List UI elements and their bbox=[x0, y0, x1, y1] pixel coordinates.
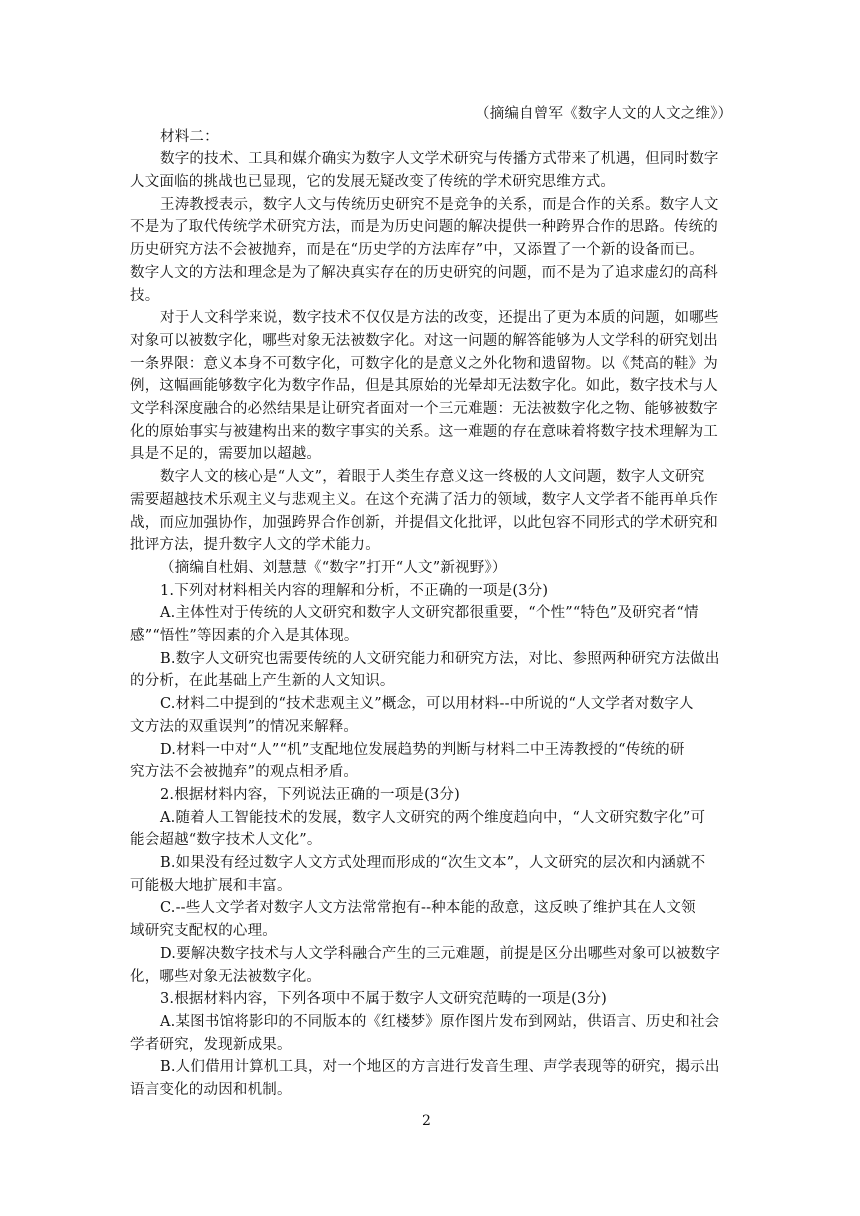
question-3-option-b-cont: 语言变化的动因和机制。 bbox=[130, 1082, 292, 1098]
question-1-option-c-cont: 文方法的双重误判”的情况来解释。 bbox=[130, 719, 359, 735]
text-line: 技。 bbox=[130, 288, 160, 304]
question-2-option-b-cont: 可能极大地扩展和丰富。 bbox=[130, 878, 292, 894]
question-1-option-c: C.材料二中提到的“技术悲观主义”概念，可以用材料--中所说的“人文学者对数字人 bbox=[160, 696, 694, 712]
material2-heading: 材料二： bbox=[160, 129, 219, 145]
question-2-stem: 2.根据材料内容，下列说法正确的一项是(3分) bbox=[160, 787, 460, 803]
question-2-option-b: B.如果没有经过数字人文方式处理而形成的“次生文本”，人文研究的层次和内涵就不 bbox=[160, 855, 706, 871]
question-1-option-b-cont: 的分析，在此基础上产生新的人文知识。 bbox=[130, 673, 395, 689]
question-2-option-c: C.--些人文学者对数字人文方法常常抱有--种本能的敌意，这反映了维护其在人文领 bbox=[160, 900, 696, 916]
text-line: 对于人文科学来说，数字技术不仅仅是方法的改变，还提出了更为本质的问题，如哪些 bbox=[160, 310, 719, 326]
question-2-option-d-cont: 化，哪些对象无法被数字化。 bbox=[130, 969, 322, 985]
question-2-option-d: D.要解决数字技术与人文学科融合产生的三元难题，前提是区分出哪些对象可以被数字 bbox=[160, 946, 721, 962]
text-line: 对象可以被数字化，哪些对象无法被数字化。对这一问题的解答能够为人文学科的研究划出 bbox=[130, 333, 718, 349]
text-line: 化的原始事实与被建构出来的数字事实的关系。这一难题的存在意味着将数字技术理解为工 bbox=[130, 424, 718, 440]
text-line: 数字人文的方法和理念是为了解决真实存在的历史研究的问题，而不是为了追求虚幻的高科 bbox=[130, 265, 718, 281]
text-line: 批评方法，提升数字人文的学术能力。 bbox=[130, 537, 380, 553]
source-citation-top: （摘编自曾军《数字人文的人文之维》） bbox=[475, 106, 733, 122]
question-3-option-a-cont: 学者研究，发现新成果。 bbox=[130, 1037, 292, 1053]
text-line: 王涛教授表示，数字人文与传统历史研究不是竞争的关系，而是合作的关系。数字人文 bbox=[160, 197, 719, 213]
question-1-option-d: D.材料一中对“人”“机”支配地位发展趋势的判断与材料二中王涛教授的“传统的研 bbox=[160, 742, 685, 758]
page-number: 2 bbox=[422, 1113, 431, 1129]
question-1-option-a: A.主体性对于传统的人文研究和数字人文研究都很重要，“个性”“特色”及研究者“情 bbox=[160, 605, 699, 621]
question-1-option-b: B.数字人文研究也需要传统的人文研究能力和研究方法，对比、参照两种研究方法做出 bbox=[160, 651, 720, 667]
text-line: 一条界限：意义本身不可数字化，可数字化的是意义之外化物和遗留物。以《梵高的鞋》为 bbox=[130, 356, 718, 372]
text-line: 数字人文的核心是“人文”，着眼于人类生存意义这一终极的人文问题，数字人文研究 bbox=[160, 469, 705, 485]
text-line: 需要超越技术乐观主义与悲观主义。在这个充满了活力的领域，数字人文学者不能再单兵作 bbox=[130, 492, 718, 508]
question-1-option-a-cont: 感”“悟性”等因素的介入是其体现。 bbox=[130, 628, 359, 644]
question-1-stem: 1.下列对材料相关内容的理解和分析，不正确的一项是(3分) bbox=[160, 583, 549, 599]
question-1-option-d-cont: 究方法不会被抛弃”的观点相矛盾。 bbox=[130, 764, 359, 780]
question-2-option-a: A.随着人工智能技术的发展，数字人文研究的两个维度趋向中，“人文研究数字化”可 bbox=[160, 810, 706, 826]
text-line: 数字的技术、工具和媒介确实为数字人文学术研究与传播方式带来了机遇，但同时数字 bbox=[160, 151, 719, 167]
text-line: 不是为了取代传统学术研究方法，而是为历史问题的解决提供一种跨界合作的思路。传统的 bbox=[130, 219, 718, 235]
question-2-option-c-cont: 域研究支配权的心理。 bbox=[130, 923, 277, 939]
text-line: 例，这幅画能够数字化为数字作品，但是其原始的光晕却无法数字化。如此，数字技术与人 bbox=[130, 378, 718, 394]
text-line: 具是不足的，需要加以超越。 bbox=[130, 446, 322, 462]
text-line: 文学科深度融合的必然结果是让研究者面对一个三元难题：无法被数字化之物、能够被数字 bbox=[130, 401, 718, 417]
text-line: 历史研究方法不会被抛弃，而是在“历史学的方法库存”中，又添置了一个新的设备而已。 bbox=[130, 242, 704, 258]
text-line: 战，而应加强协作，加强跨界合作创新，并提倡文化批评，以此包容不同形式的学术研究和 bbox=[130, 515, 718, 531]
question-3-option-a: A.某图书馆将影印的不同版本的《红楼梦》原作图片发布到网站，供语言、历史和社会 bbox=[160, 1014, 720, 1030]
question-3-stem: 3.根据材料内容，下列各项中不属于数字人文研究范畴的一项是(3分) bbox=[160, 991, 607, 1007]
source-citation-bottom: （摘编自杜娟、刘慧慧《“数字”打开“人文”新视野》） bbox=[160, 560, 507, 576]
question-2-option-a-cont: 能会超越“数字技术人文化”。 bbox=[130, 832, 322, 848]
text-line: 人文面临的挑战也已显现，它的发展无疑改变了传统的学术研究思维方式。 bbox=[130, 174, 616, 190]
question-3-option-b: B.人们借用计算机工具，对一个地区的方言进行发音生理、声学表现等的研究，揭示出 bbox=[160, 1059, 720, 1075]
